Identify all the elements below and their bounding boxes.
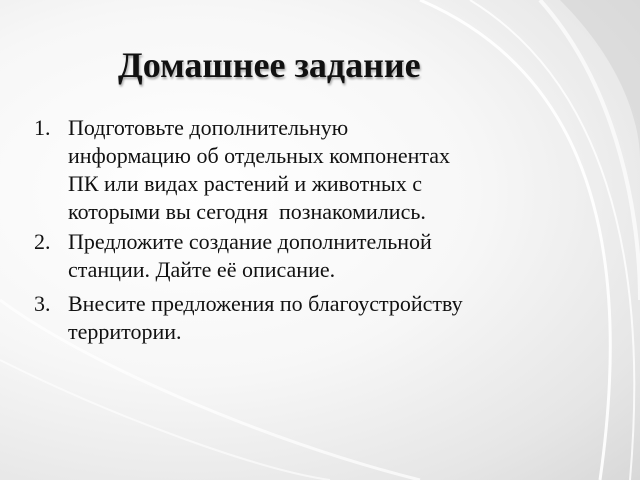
task-text: Подготовьте дополнительную информацию об отдельных компонентах ПК или видах растений и животных с которыми вы сегодня познакомились. bbox=[68, 115, 451, 224]
task-number: 1. bbox=[34, 115, 51, 140]
homework-task-list bbox=[34, 114, 594, 352]
slide-title: Домашнее задание bbox=[118, 45, 421, 85]
task-text: Внесите предложения по благоустройству территории. bbox=[68, 291, 463, 344]
task-number: 3. bbox=[34, 291, 51, 316]
task-item-1 bbox=[34, 114, 594, 226]
task-text: Предложите создание дополнительной станции. Дайте её описание. bbox=[68, 229, 432, 282]
task-item-2 bbox=[34, 228, 594, 284]
task-number: 2. bbox=[34, 229, 51, 254]
task-item-3 bbox=[34, 290, 594, 346]
decor-arc-5 bbox=[0, 360, 330, 480]
